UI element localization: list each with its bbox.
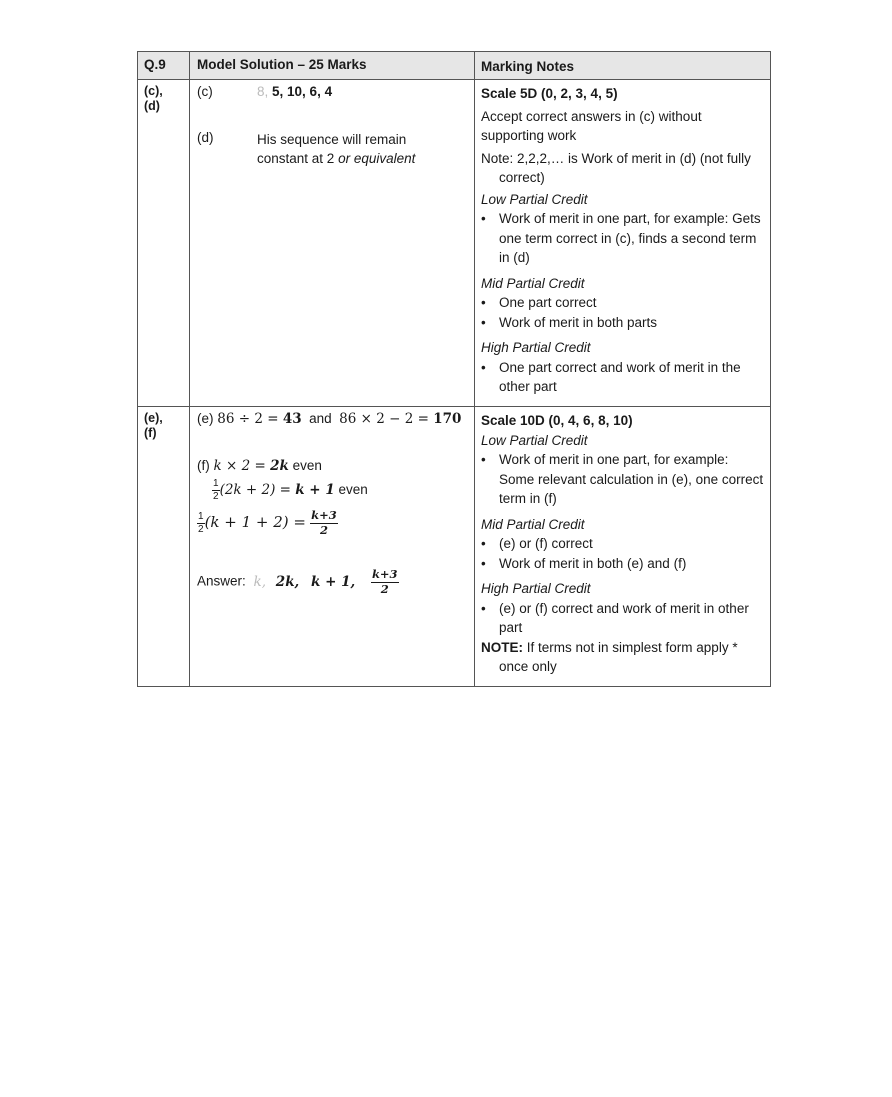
- frac-den: 2: [213, 491, 219, 502]
- part-label: (c), (d): [138, 80, 190, 406]
- c-terms: 5, 10, 6, 4: [272, 84, 333, 99]
- frac-den: 2: [319, 522, 328, 537]
- list-item: • (e) or (f) correct: [481, 534, 764, 554]
- low-credit-title: Low Partial Credit: [481, 191, 588, 207]
- answer-k: k,: [253, 573, 267, 590]
- d-label: (d): [197, 130, 214, 145]
- part-label: (e), (f): [138, 407, 190, 686]
- header-question: Q.9: [138, 52, 190, 79]
- high-credit-title: High Partial Credit: [481, 340, 591, 355]
- e-expr-1: 86 ÷ 2 =: [217, 411, 283, 427]
- e-prefix: (e): [197, 411, 218, 426]
- f-line-1: [197, 458, 322, 474]
- f-even-1: even: [288, 458, 322, 473]
- answer-label: Answer:: [197, 573, 246, 589]
- f-line-2: [212, 479, 368, 502]
- solution-cell: [190, 80, 475, 406]
- list-item: • Work of merit in one part, for example: Some relevant calculation in (e), one correct term in (f): [481, 450, 764, 509]
- header-solution: Model Solution – 25 Marks: [190, 52, 475, 79]
- e-expr-2: 86 × 2 − 2 =: [339, 411, 434, 427]
- mid-item-1: One part correct: [499, 295, 597, 310]
- table-row-cd: [138, 80, 770, 407]
- d-line-2a: constant at 2: [257, 151, 339, 166]
- low-item-1: Work of merit in one part, for example: Gets one term correct in (c), finds a second term in (d): [499, 211, 761, 265]
- frac-num: 1: [198, 510, 204, 522]
- e-and: and: [309, 411, 332, 426]
- table-row-ef: [138, 407, 770, 686]
- frac-den: 2: [198, 523, 204, 535]
- final-note: [481, 638, 764, 677]
- high-item-1: One part correct and work of merit in the other part: [499, 359, 741, 394]
- list-item: • (e) or (f) correct and work of merit in other part: [481, 599, 764, 638]
- e-answer-1: 43: [282, 411, 302, 427]
- solution-cell: [190, 407, 475, 686]
- marking-scheme-table: [137, 51, 771, 687]
- high-credit-title: High Partial Credit: [481, 581, 591, 596]
- f-prefix: (f): [197, 458, 214, 473]
- f2-expr: (2k + 2) =: [219, 482, 296, 499]
- high-item-1: (e) or (f) correct and work of merit in other part: [499, 600, 749, 635]
- notes-cell: [475, 407, 770, 686]
- c-answer: [257, 84, 332, 99]
- list-item: • Work of merit in one part, for example: Gets one term correct in (c), finds a second term in (d): [481, 209, 764, 268]
- note-accept: Accept correct answers in (c) without supporting work: [481, 108, 702, 143]
- answer-k1: k + 1,: [311, 573, 356, 590]
- scale-label: Scale 5D (0, 2, 3, 4, 5): [481, 86, 618, 101]
- list-item: • One part correct and work of merit in the other part: [481, 358, 764, 397]
- d-line-2: [257, 149, 415, 168]
- d-line-2b: or equivalent: [338, 151, 416, 166]
- d-line-1: His sequence will remain: [257, 132, 407, 147]
- c-label: (c): [197, 84, 213, 99]
- table-header: [138, 52, 770, 80]
- scale-label: Scale 10D (0, 4, 6, 8, 10): [481, 413, 633, 428]
- f3-expr: (k + 1 + 2) =: [204, 512, 306, 531]
- f2-even: even: [334, 482, 368, 498]
- e-answer: [197, 411, 461, 427]
- note-work-of-merit: Note: 2,2,2,… is Work of merit in (d) (not fully correct): [481, 150, 751, 185]
- note-label: NOTE:: [481, 639, 523, 655]
- mid-item-1: (e) or (f) correct: [499, 536, 593, 551]
- e-answer-2: 170: [433, 411, 462, 427]
- low-credit-title: Low Partial Credit: [481, 432, 588, 448]
- mid-credit-title: Mid Partial Credit: [481, 516, 585, 532]
- f-line-3: [197, 510, 338, 536]
- frac-den: 2: [380, 581, 389, 596]
- mid-item-2: Work of merit in both parts: [499, 314, 658, 330]
- frac-num: k+3: [311, 508, 337, 522]
- frac-num: k+3: [371, 567, 398, 581]
- f-expr: k × 2 =: [213, 458, 271, 474]
- f2-answer: k + 1: [295, 482, 335, 499]
- low-item-1: Work of merit in one part, for example: Some relevant calculation in (e), one correct term in (f): [499, 452, 764, 506]
- answer-2k: 2k,: [275, 573, 300, 590]
- list-item: • Work of merit in both parts: [481, 313, 764, 333]
- mid-credit-title: Mid Partial Credit: [481, 275, 585, 291]
- list-item: • Work of merit in both (e) and (f): [481, 554, 764, 574]
- c-given-term: 8,: [257, 84, 269, 99]
- list-item: • One part correct: [481, 293, 764, 313]
- d-answer: [257, 130, 415, 168]
- answer-fraction: [371, 569, 399, 595]
- header-notes: Marking Notes: [481, 59, 575, 74]
- f-answer: 2k: [270, 458, 289, 474]
- note-text: If terms not in simplest form apply * once only: [499, 639, 738, 674]
- half-fraction: [212, 479, 220, 502]
- frac-num: 1: [213, 478, 219, 489]
- half-fraction: [197, 512, 205, 535]
- answer-line: [197, 569, 399, 595]
- k3-fraction: [310, 510, 338, 536]
- notes-cell: [475, 80, 770, 406]
- mid-item-2: Work of merit in both (e) and (f): [499, 555, 687, 571]
